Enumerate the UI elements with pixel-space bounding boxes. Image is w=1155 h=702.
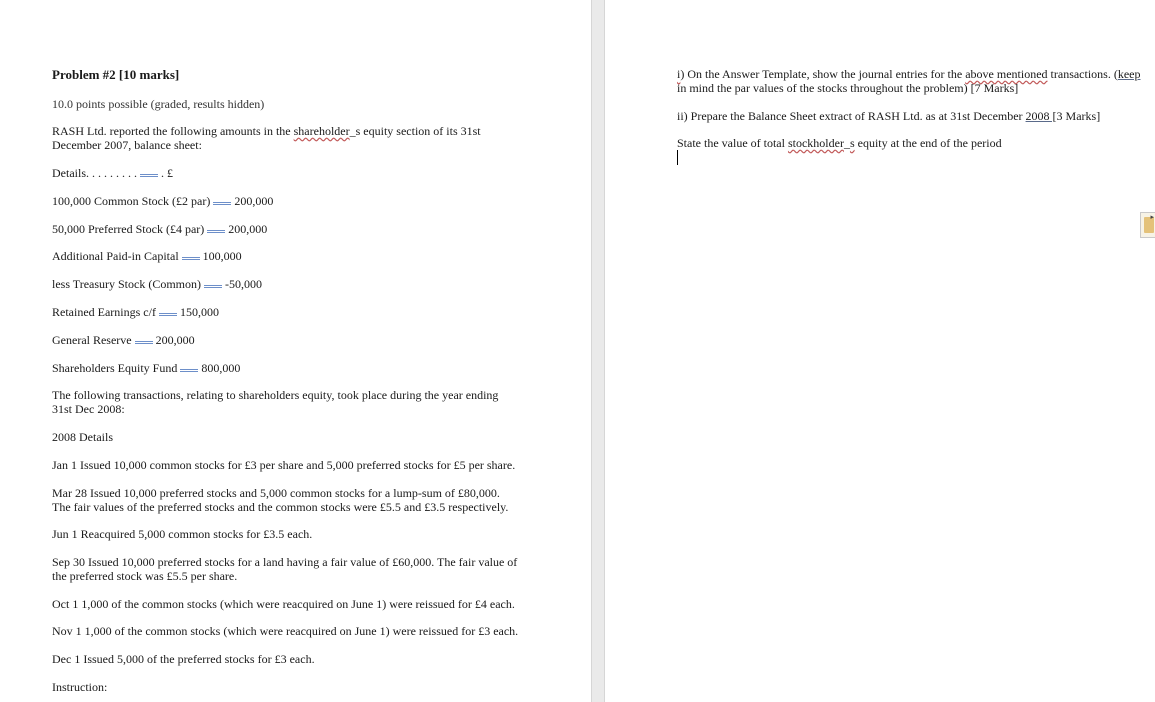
- row-label: 50,000 Preferred Stock (£4 par): [52, 222, 205, 236]
- q3-text-end: equity at the end of the period: [854, 136, 1002, 150]
- document-page-right[interactable]: [605, 0, 1155, 702]
- transaction-oct: Oct 1 1,000 of the common stocks (which were reacquired on June 1) were reissued for £4 each.: [52, 597, 515, 611]
- details-currency: . £: [161, 166, 173, 180]
- q1-text-end: transactions. (: [1047, 67, 1118, 81]
- tab-leader: [182, 251, 200, 260]
- tab-leader: [140, 168, 158, 177]
- q2-marks: 3 Marks]: [1056, 109, 1101, 123]
- tab-leader: [204, 279, 222, 288]
- row-value: -50,000: [225, 277, 263, 291]
- row-label: General Reserve: [52, 333, 132, 347]
- question-1-line-2: in mind the par values of the stocks throughout the problem) [7 Marks]: [677, 81, 1019, 95]
- question-1-line-1: [677, 67, 1141, 81]
- expand-arrow-icon: ▸: [1150, 213, 1154, 221]
- row-label: Additional Paid-in Capital: [52, 249, 179, 263]
- row-value: 200,000: [155, 333, 195, 347]
- spellcheck-word: shareholder: [293, 124, 350, 138]
- equity-row: [52, 222, 267, 236]
- transaction-dec: Dec 1 Issued 5,000 of the preferred stocks for £3 each.: [52, 652, 315, 666]
- intro-text: RASH Ltd. reported the following amounts in the: [52, 124, 294, 138]
- details-header: [52, 166, 173, 180]
- year-header: 2008 Details: [52, 430, 113, 444]
- equity-row: [52, 277, 262, 291]
- transaction-jun: Jun 1 Reacquired 5,000 common stocks for £3.5 each.: [52, 527, 313, 541]
- transaction-jan: Jan 1 Issued 10,000 common stocks for £3 per share and 5,000 preferred stocks for £5 per share.: [52, 458, 516, 472]
- q3-possessive: s: [849, 136, 855, 150]
- row-value: 100,000: [202, 249, 242, 263]
- question-2: [677, 109, 1100, 123]
- points-info: 10.0 points possible (graded, results hidden): [52, 97, 265, 111]
- tab-leader: [135, 335, 153, 344]
- q1-keep-word: keep: [1117, 67, 1141, 81]
- intro-text-end: s equity section of its 31st: [355, 124, 481, 138]
- intro-line-2: December 2007, balance sheet:: [52, 138, 202, 152]
- row-value: 150,000: [179, 305, 219, 319]
- row-value: 200,000: [228, 222, 268, 236]
- problem-title: Problem #2 [10 marks]: [52, 67, 180, 82]
- text-cursor: [677, 150, 678, 165]
- tab-leader: [159, 307, 177, 316]
- transaction-mar-1: Mar 28 Issued 10,000 preferred stocks and 5,000 common stocks for a lump-sum of £80,000.: [52, 486, 500, 500]
- tab-leader: [180, 363, 198, 372]
- transactions-intro-2: 31st Dec 2008:: [52, 402, 125, 416]
- row-value: 800,000: [201, 361, 241, 375]
- tab-leader: [213, 196, 231, 205]
- equity-row: [52, 305, 219, 319]
- page-gap-scrollbar: [591, 0, 605, 702]
- tab-leader: [207, 224, 225, 233]
- equity-row: [52, 333, 195, 347]
- equity-row: [52, 194, 273, 208]
- row-label: Retained Earnings c/f: [52, 305, 156, 319]
- row-label: 100,000 Common Stock (£2 par): [52, 194, 211, 208]
- q1-prefix: i: [677, 67, 681, 81]
- row-label: less Treasury Stock (Common): [52, 277, 202, 291]
- instruction-heading: Instruction:: [52, 680, 108, 694]
- q2-text: ii) Prepare the Balance Sheet extract of RASH Ltd. as at 31st December: [677, 109, 1026, 123]
- row-value: 200,000: [234, 194, 274, 208]
- side-panel-toggle[interactable]: [1140, 212, 1155, 238]
- q3-spellcheck-word: stockholder: [787, 136, 844, 150]
- details-label: Details. . . . . . . . .: [52, 166, 137, 180]
- transaction-nov: Nov 1 1,000 of the common stocks (which were reacquired on June 1) were reissued for £3 each.: [52, 624, 519, 638]
- row-label: Shareholders Equity Fund: [52, 361, 178, 375]
- transaction-sep-1: Sep 30 Issued 10,000 preferred stocks for a land having a fair value of £60,000. The fair value of: [52, 555, 518, 569]
- question-3: [677, 136, 1002, 150]
- q2-year: 2008 [: [1025, 109, 1057, 123]
- transaction-mar-2: The fair values of the preferred stocks and the common stocks were £5.5 and £3.5 respectively.: [52, 500, 509, 514]
- q1-text: ) On the Answer Template, show the journal entries for the: [680, 67, 966, 81]
- q1-underlined-phrase: above mentioned: [965, 67, 1048, 81]
- transaction-sep-2: the preferred stock was £5.5 per share.: [52, 569, 238, 583]
- apostrophe: _: [349, 124, 356, 138]
- equity-row: [52, 249, 242, 263]
- q3-text: State the value of total: [677, 136, 788, 150]
- equity-row: [52, 361, 240, 375]
- q3-apostrophe: _: [843, 136, 850, 150]
- transactions-intro-1: The following transactions, relating to shareholders equity, took place during the year ending: [52, 388, 499, 402]
- intro-line-1: [52, 124, 481, 138]
